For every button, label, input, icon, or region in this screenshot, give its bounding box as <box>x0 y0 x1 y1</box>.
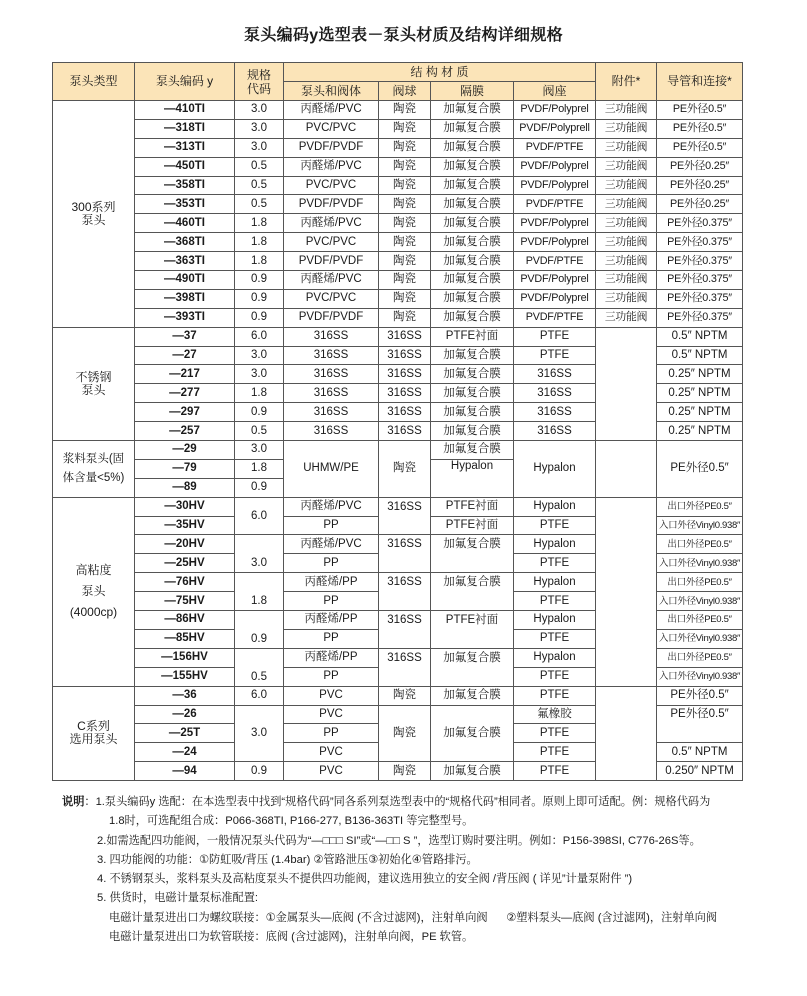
cell-ball: 316SS <box>379 535 431 573</box>
cell-conn: 0.25″ NPTM <box>657 384 743 403</box>
cell-spec: 3.0 <box>235 365 284 384</box>
table-row <box>53 233 743 252</box>
cell-code: —363TI <box>135 252 235 271</box>
cell-seat: Hypalon <box>514 497 596 516</box>
cell-ball: 316SS <box>379 384 431 403</box>
table-row <box>53 252 743 271</box>
cell-ball: 陶瓷 <box>379 252 431 271</box>
cell-diaphragm: 加氟复合膜 <box>431 648 514 686</box>
cell-accessory: 三功能阀 <box>596 119 657 138</box>
page-title: 泵头编码y选型表－泵头材质及结构详细规格 <box>244 27 563 44</box>
cell-spec: 0.9 <box>235 611 284 649</box>
table-row <box>53 441 743 460</box>
cell-body: PVDF/PVDF <box>284 252 379 271</box>
cell-seat: PTFE <box>514 346 596 365</box>
cell-body: PVDF/PVDF <box>284 138 379 157</box>
cell-ball: 316SS <box>379 497 431 535</box>
cell-ball: 316SS <box>379 403 431 422</box>
cell-seat: Hypalon <box>514 573 596 592</box>
cell-body: PP <box>284 667 379 686</box>
cell-diaphragm: 加氟复合膜 <box>431 101 514 120</box>
header-diaphragm: 隔膜 <box>431 82 514 101</box>
cell-conn: PE外径0.375″ <box>657 214 743 233</box>
cell-body: PVC/PVC <box>284 119 379 138</box>
cell-conn-out: 出口外径PE0.5″ <box>657 611 743 630</box>
cell-seat: PVDF/PTFE <box>514 252 596 271</box>
cell-code: —410TI <box>135 101 235 120</box>
note-1a: ：1.泵头编码y 选配：在本选型表中找到“规格代码”同各系列泵选型表中的“规格代码”相同者。原则上即可适配。例：规格代码为 <box>84 796 711 808</box>
cell-accessory-empty <box>596 686 657 780</box>
header-ball: 阀球 <box>379 82 431 101</box>
cell-conn: 0.25″ NPTM <box>657 365 743 384</box>
cell-diaphragm: 加氟复合膜 <box>431 686 514 705</box>
note-1b: 1.8时，可选配组合成：P066-368TI, P166-277, B136-363TI 等完整型号。 <box>109 815 474 828</box>
cell-ball: 陶瓷 <box>379 176 431 195</box>
cell-body: 316SS <box>284 365 379 384</box>
cell-code: —313TI <box>135 138 235 157</box>
cell-conn: 0.5″ NPTM <box>657 346 743 365</box>
cell-ball: 陶瓷 <box>379 271 431 290</box>
cell-conn: PE外径0.5″ <box>657 138 743 157</box>
cell-conn-in: 入口外径Vinyl0.938″ <box>657 667 743 686</box>
cell-body: PVC/PVC <box>284 289 379 308</box>
header-code: 泵头编码 y <box>135 63 235 101</box>
note-7: 电磁计量泵进出口为软管联接：底阀 (含过滤网)，注射单向阀，PE 软管。 <box>109 931 474 944</box>
cell-diaphragm: 加氟复合膜 <box>431 535 514 573</box>
cell-conn-in: 入口外径Vinyl0.938″ <box>657 629 743 648</box>
table-row <box>53 195 743 214</box>
cell-seat: PVDF/Polyprel <box>514 176 596 195</box>
cell-body: PP <box>284 629 379 648</box>
cell-ball: 316SS <box>379 365 431 384</box>
cell-body: PVC <box>284 743 379 762</box>
cell-spec: 0.9 <box>235 762 284 781</box>
cell-ball: 陶瓷 <box>379 289 431 308</box>
cell-code: —155HV <box>135 667 235 686</box>
cell-diaphragm: Hypalon <box>431 459 514 497</box>
group-c-series: C系列 选用泵头 <box>53 686 135 780</box>
cell-code: —75HV <box>135 592 235 611</box>
cell-spec: 3.0 <box>235 101 284 120</box>
cell-code: —25T <box>135 724 235 743</box>
cell-body: 丙醛烯/PVC <box>284 157 379 176</box>
cell-conn-in: 入口外径Vinyl0.938″ <box>657 516 743 535</box>
cell-seat: PVDF/Polyprell <box>514 119 596 138</box>
cell-diaphragm: 加氟复合膜 <box>431 289 514 308</box>
cell-ball: 陶瓷 <box>379 119 431 138</box>
cell-body: 丙醛烯/PP <box>284 573 379 592</box>
cell-body: 丙醛烯/PVC <box>284 497 379 516</box>
cell-spec: 6.0 <box>235 686 284 705</box>
cell-code: —490TI <box>135 271 235 290</box>
cell-ball: 316SS <box>379 648 431 686</box>
cell-body: 316SS <box>284 327 379 346</box>
cell-conn: PE外径0.375″ <box>657 252 743 271</box>
cell-seat: PVDF/Polyprel <box>514 289 596 308</box>
cell-ball: 陶瓷 <box>379 441 431 498</box>
cell-spec: 1.8 <box>235 252 284 271</box>
cell-conn: PE外径0.375″ <box>657 271 743 290</box>
cell-body: 丙醛烯/PVC <box>284 214 379 233</box>
cell-conn-in: 入口外径Vinyl0.938″ <box>657 592 743 611</box>
cell-seat: 316SS <box>514 384 596 403</box>
cell-ball: 陶瓷 <box>379 762 431 781</box>
cell-spec: 3.0 <box>235 138 284 157</box>
cell-accessory: 三功能阀 <box>596 252 657 271</box>
cell-conn: PE外径0.25″ <box>657 157 743 176</box>
cell-seat: Hypalon <box>514 648 596 667</box>
header-structure: 结 构 材 质 <box>284 63 596 82</box>
header-seat: 阀座 <box>514 82 596 101</box>
cell-seat: PVDF/PTFE <box>514 308 596 327</box>
cell-seat: PTFE <box>514 629 596 648</box>
cell-accessory: 三功能阀 <box>596 195 657 214</box>
note-line-1 <box>62 793 782 812</box>
cell-code: —450TI <box>135 157 235 176</box>
cell-conn: 0.25″ NPTM <box>657 403 743 422</box>
cell-ball: 陶瓷 <box>379 705 431 762</box>
cell-ball: 陶瓷 <box>379 138 431 157</box>
cell-ball: 陶瓷 <box>379 308 431 327</box>
cell-code: —318TI <box>135 119 235 138</box>
cell-code: —35HV <box>135 516 235 535</box>
cell-seat: PVDF/Polyprel <box>514 157 596 176</box>
cell-spec: 0.5 <box>235 195 284 214</box>
cell-diaphragm: 加氟复合膜 <box>431 762 514 781</box>
cell-conn: PE外径0.5″ <box>657 101 743 120</box>
note-3: 3. 四功能阀的功能：①防虹吸/背压 (1.4bar) ②管路泄压③初始化④管路排污。 <box>97 853 478 866</box>
header-spec: 规格 代码 <box>235 63 284 101</box>
cell-ball: 陶瓷 <box>379 214 431 233</box>
cell-code: —297 <box>135 403 235 422</box>
cell-code: —368TI <box>135 233 235 252</box>
cell-seat: PVDF/Polyprel <box>514 271 596 290</box>
cell-body: 丙醛烯/PP <box>284 648 379 667</box>
table-row <box>53 271 743 290</box>
cell-accessory: 三功能阀 <box>596 157 657 176</box>
cell-accessory: 三功能阀 <box>596 176 657 195</box>
cell-diaphragm: 加氟复合膜 <box>431 573 514 611</box>
cell-diaphragm: PTFE衬面 <box>431 327 514 346</box>
table-row <box>53 327 743 346</box>
cell-code: —277 <box>135 384 235 403</box>
cell-seat: PTFE <box>514 554 596 573</box>
note-6: 电磁计量泵进出口为螺纹联接：①金属泵头—底阀 (不含过滤网)，注射单向阀 ②塑料泵头—底阀 (含过滤网)，注射单向阀 <box>109 911 718 924</box>
table-row <box>53 214 743 233</box>
notes-label: 说明 <box>62 796 85 808</box>
cell-body: PP <box>284 554 379 573</box>
cell-conn-in: 入口外径Vinyl0.938″ <box>657 554 743 573</box>
cell-code: —85HV <box>135 629 235 648</box>
cell-code: —37 <box>135 327 235 346</box>
cell-conn-out: 出口外径PE0.5″ <box>657 648 743 667</box>
group-stainless: 不锈钢 泵头 <box>53 327 135 440</box>
cell-body: PVC/PVC <box>284 176 379 195</box>
cell-diaphragm: 加氟复合膜 <box>431 176 514 195</box>
cell-body: 丙醛烯/PVC <box>284 535 379 554</box>
cell-body: PVC <box>284 686 379 705</box>
cell-diaphragm: 加氟复合膜 <box>431 365 514 384</box>
cell-accessory-empty <box>596 441 657 498</box>
cell-seat: Hypalon <box>514 611 596 630</box>
cell-conn: PE外径0.5″ <box>657 705 743 743</box>
cell-conn: PE外径0.375″ <box>657 289 743 308</box>
cell-spec: 3.0 <box>235 535 284 573</box>
cell-diaphragm: 加氟复合膜 <box>431 422 514 441</box>
cell-seat: 316SS <box>514 403 596 422</box>
cell-seat: PTFE <box>514 724 596 743</box>
cell-seat: 316SS <box>514 422 596 441</box>
cell-body: PVDF/PVDF <box>284 195 379 214</box>
cell-body: UHMW/PE <box>284 441 379 498</box>
cell-seat: Hypalon <box>514 535 596 554</box>
table-row <box>53 157 743 176</box>
cell-body: 316SS <box>284 384 379 403</box>
header-body: 泵头和阀体 <box>284 82 379 101</box>
cell-conn: PE外径0.25″ <box>657 176 743 195</box>
cell-spec: 3.0 <box>235 346 284 365</box>
header-conn: 导管和连接* <box>657 63 743 101</box>
cell-ball: 陶瓷 <box>379 195 431 214</box>
cell-spec: 1.8 <box>235 233 284 252</box>
cell-diaphragm: PTFE衬面 <box>431 497 514 516</box>
cell-diaphragm: PTFE衬面 <box>431 516 514 535</box>
cell-body: PVDF/PVDF <box>284 308 379 327</box>
note-4: 4. 不锈钢泵头，浆料泵头及高粘度泵头不提供四功能阀，建议选用独立的安全阀 /背压阀 ( 详见”计量泵附件 ”) <box>97 873 633 886</box>
cell-body: PVC <box>284 762 379 781</box>
cell-spec: 6.0 <box>235 497 284 535</box>
cell-code: —217 <box>135 365 235 384</box>
cell-code: —358TI <box>135 176 235 195</box>
cell-diaphragm: 加氟复合膜 <box>431 195 514 214</box>
cell-conn-out: 出口外径PE0.5″ <box>657 535 743 554</box>
cell-diaphragm: 加氟复合膜 <box>431 271 514 290</box>
cell-spec: 0.5 <box>235 157 284 176</box>
cell-spec: 0.5 <box>235 176 284 195</box>
cell-accessory-empty <box>596 497 657 686</box>
table-row <box>53 119 743 138</box>
cell-code: —156HV <box>135 648 235 667</box>
cell-spec: 1.8 <box>235 573 284 611</box>
cell-spec: 1.8 <box>235 459 284 478</box>
spec-table <box>52 62 743 781</box>
group-slurry: 浆料泵头(固 体含量<5%) <box>53 441 135 498</box>
cell-diaphragm: 加氟复合膜 <box>431 403 514 422</box>
cell-conn: PE外径0.5″ <box>657 119 743 138</box>
cell-code: —79 <box>135 459 235 478</box>
table-row <box>53 138 743 157</box>
group-high-viscosity: 高粘度 泵头 (4000cp) <box>53 497 135 686</box>
cell-body: 丙醛烯/PP <box>284 611 379 630</box>
table-body <box>53 101 743 781</box>
cell-body: PP <box>284 592 379 611</box>
cell-spec: 0.5 <box>235 422 284 441</box>
cell-body: PVC <box>284 705 379 724</box>
cell-diaphragm: 加氟复合膜 <box>431 252 514 271</box>
cell-diaphragm: 加氟复合膜 <box>431 214 514 233</box>
group-300: 300系列 泵头 <box>53 101 135 328</box>
cell-code: —76HV <box>135 573 235 592</box>
cell-seat: 氟橡胶 <box>514 705 596 724</box>
cell-conn: 0.5″ NPTM <box>657 743 743 762</box>
cell-code: —25HV <box>135 554 235 573</box>
cell-conn: 0.5″ NPTM <box>657 327 743 346</box>
cell-code: —29 <box>135 441 235 460</box>
cell-diaphragm: 加氟复合膜 <box>431 441 514 460</box>
table-row <box>53 497 743 516</box>
cell-code: —257 <box>135 422 235 441</box>
cell-accessory: 三功能阀 <box>596 308 657 327</box>
cell-spec: 0.9 <box>235 403 284 422</box>
cell-body: PP <box>284 516 379 535</box>
cell-seat: PTFE <box>514 667 596 686</box>
cell-conn: PE外径0.375″ <box>657 308 743 327</box>
cell-seat: PTFE <box>514 327 596 346</box>
cell-spec: 1.8 <box>235 384 284 403</box>
cell-code: —398TI <box>135 289 235 308</box>
cell-conn-out: 出口外径PE0.5″ <box>657 573 743 592</box>
cell-body: 316SS <box>284 403 379 422</box>
cell-seat: PVDF/PTFE <box>514 138 596 157</box>
cell-body: 丙醛烯/PVC <box>284 271 379 290</box>
cell-spec: 1.8 <box>235 214 284 233</box>
cell-ball: 316SS <box>379 611 431 649</box>
table-row <box>53 101 743 120</box>
cell-diaphragm: 加氟复合膜 <box>431 138 514 157</box>
cell-conn: 0.25″ NPTM <box>657 422 743 441</box>
cell-spec: 3.0 <box>235 119 284 138</box>
note-5: 5. 供货时，电磁计量泵标准配置: <box>97 892 258 905</box>
cell-spec: 0.5 <box>235 648 284 686</box>
cell-seat: PVDF/Polyprel <box>514 214 596 233</box>
table-row <box>53 176 743 195</box>
table-row <box>53 289 743 308</box>
cell-conn: PE外径0.25″ <box>657 195 743 214</box>
cell-spec: 6.0 <box>235 327 284 346</box>
cell-body: PVC/PVC <box>284 233 379 252</box>
cell-accessory: 三功能阀 <box>596 271 657 290</box>
table-row <box>53 308 743 327</box>
cell-body: 316SS <box>284 346 379 365</box>
cell-code: —27 <box>135 346 235 365</box>
cell-code: —460TI <box>135 214 235 233</box>
note-2: 2.如需选配四功能阀，一般情况泵头代码为“—□□□ SI”或“—□□ S ”，选型订购时要注明。例如：P156-398SI, C776-26S等。 <box>97 834 701 847</box>
cell-diaphragm: 加氟复合膜 <box>431 233 514 252</box>
cell-seat: PTFE <box>514 516 596 535</box>
header-type: 泵头类型 <box>53 63 135 101</box>
cell-seat: PTFE <box>514 686 596 705</box>
cell-conn: PE外径0.375″ <box>657 233 743 252</box>
cell-code: —393TI <box>135 308 235 327</box>
cell-diaphragm: 加氟复合膜 <box>431 346 514 365</box>
table-row <box>53 686 743 705</box>
cell-diaphragm: 加氟复合膜 <box>431 308 514 327</box>
cell-ball: 316SS <box>379 422 431 441</box>
cell-diaphragm: 加氟复合膜 <box>431 157 514 176</box>
notes-section <box>62 793 782 947</box>
cell-spec: 3.0 <box>235 441 284 460</box>
cell-code: —94 <box>135 762 235 781</box>
cell-seat: PTFE <box>514 762 596 781</box>
cell-spec: 0.9 <box>235 289 284 308</box>
cell-code: —30HV <box>135 497 235 516</box>
cell-code: —26 <box>135 705 235 724</box>
cell-code: —20HV <box>135 535 235 554</box>
cell-body: 丙醛烯/PVC <box>284 101 379 120</box>
cell-ball: 陶瓷 <box>379 686 431 705</box>
cell-body: 316SS <box>284 422 379 441</box>
cell-seat: PVDF/Polyprel <box>514 101 596 120</box>
cell-spec: 3.0 <box>235 705 284 762</box>
cell-diaphragm: 加氟复合膜 <box>431 384 514 403</box>
cell-spec: 0.9 <box>235 478 284 497</box>
cell-accessory-empty <box>596 327 657 440</box>
cell-spec: 0.9 <box>235 271 284 290</box>
cell-code: —89 <box>135 478 235 497</box>
cell-spec: 0.9 <box>235 308 284 327</box>
header-accessory: 附件* <box>596 63 657 101</box>
cell-seat: PTFE <box>514 743 596 762</box>
cell-conn: PE外径0.5″ <box>657 441 743 498</box>
cell-ball: 316SS <box>379 327 431 346</box>
cell-code: —36 <box>135 686 235 705</box>
cell-ball: 陶瓷 <box>379 157 431 176</box>
cell-ball: 316SS <box>379 346 431 365</box>
cell-diaphragm: 加氟复合膜 <box>431 119 514 138</box>
cell-conn: PE外径0.5″ <box>657 686 743 705</box>
cell-diaphragm: 加氟复合膜 <box>431 705 514 762</box>
cell-accessory: 三功能阀 <box>596 289 657 308</box>
cell-code: —24 <box>135 743 235 762</box>
cell-seat: Hypalon <box>514 441 596 498</box>
cell-conn: 0.250″ NPTM <box>657 762 743 781</box>
cell-body: PP <box>284 724 379 743</box>
cell-accessory: 三功能阀 <box>596 233 657 252</box>
cell-accessory: 三功能阀 <box>596 138 657 157</box>
cell-code: —353TI <box>135 195 235 214</box>
cell-accessory: 三功能阀 <box>596 214 657 233</box>
cell-ball: 陶瓷 <box>379 101 431 120</box>
cell-seat: PVDF/Polyprel <box>514 233 596 252</box>
cell-seat: PTFE <box>514 592 596 611</box>
cell-ball: 316SS <box>379 573 431 611</box>
cell-seat: 316SS <box>514 365 596 384</box>
cell-accessory: 三功能阀 <box>596 101 657 120</box>
cell-code: —86HV <box>135 611 235 630</box>
cell-conn-out: 出口外径PE0.5″ <box>657 497 743 516</box>
cell-seat: PVDF/PTFE <box>514 195 596 214</box>
cell-diaphragm: PTFE衬面 <box>431 611 514 649</box>
cell-ball: 陶瓷 <box>379 233 431 252</box>
